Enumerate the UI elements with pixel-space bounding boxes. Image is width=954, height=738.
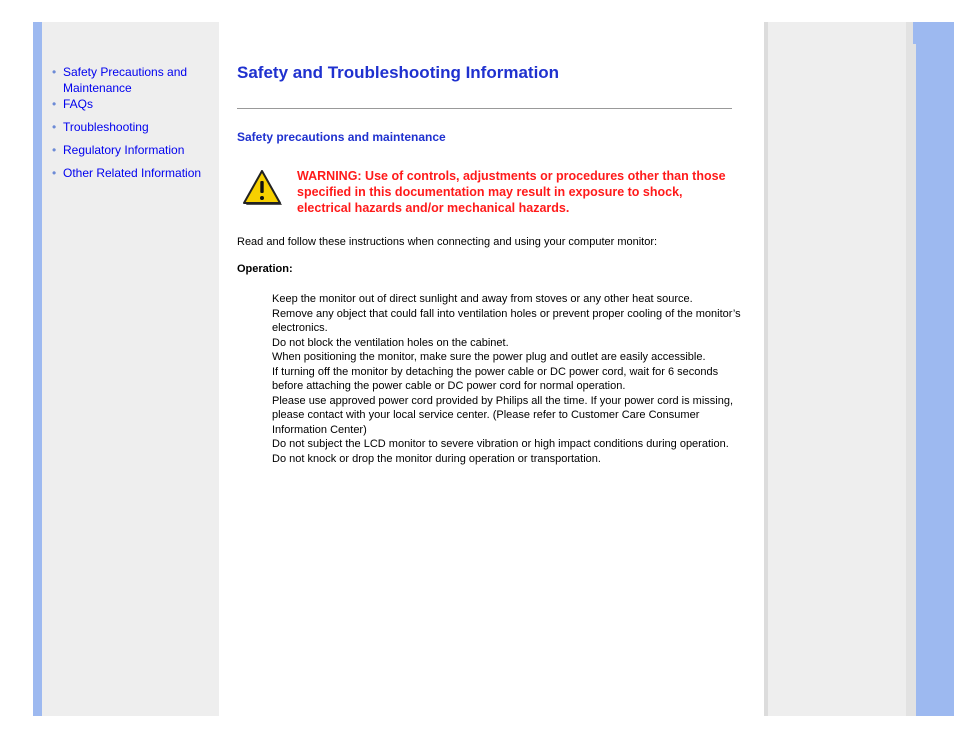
main-content (219, 22, 764, 716)
operation-heading: Operation: (237, 263, 293, 275)
operation-item: If turning off the monitor by detaching the power cable or DC power cord, wait for 6 seconds before attaching the power cable or DC power cord for normal operation. (272, 365, 719, 392)
operation-item: Do not subject the LCD monitor to severe vibration or high impact conditions during operation. (272, 438, 729, 450)
sidebar-item-faqs[interactable] (52, 96, 212, 112)
operation-item: Please use approved power cord provided by Philips all the time. If your power cord is missing, please contact with your local service center. (Please refer to Customer Care Consumer Information Center) (272, 394, 734, 436)
warning-triangle-icon (241, 170, 285, 208)
bullet-icon: • (52, 143, 57, 157)
bullet-icon: • (52, 120, 57, 134)
left-accent-stripe (33, 22, 42, 716)
sidebar-item-label[interactable]: Troubleshooting (63, 120, 149, 134)
operation-list (272, 292, 747, 466)
bullet-icon: • (52, 97, 57, 111)
operation-item: Keep the monitor out of direct sunlight and away from stoves or any other heat source. (272, 293, 693, 305)
operation-item: When positioning the monitor, make sure the power plug and outlet are easily accessible. (272, 351, 706, 363)
divider (237, 108, 732, 109)
section-title: Safety precautions and maintenance (237, 130, 446, 144)
right-divider (906, 22, 916, 716)
operation-item: Remove any object that could fall into ventilation holes or prevent proper cooling of the monitor’s electronics. (272, 307, 741, 334)
sidebar-item-label[interactable]: Other Related Information (63, 166, 202, 180)
page-title: Safety and Troubleshooting Information (237, 63, 560, 82)
sidebar-item-label[interactable]: FAQs (63, 97, 94, 111)
sidebar-item-troubleshooting[interactable] (52, 119, 212, 135)
sidebar (42, 22, 219, 716)
sidebar-item-label[interactable]: Safety Precautions and Maintenance (63, 65, 188, 95)
right-accent-bar (916, 22, 954, 716)
sidebar-item-label[interactable]: Regulatory Information (63, 143, 185, 157)
operation-item: Do not knock or drop the monitor during operation or transportation. (272, 452, 601, 465)
sidebar-item-other-info[interactable] (52, 165, 212, 181)
bullet-icon: • (52, 166, 57, 180)
warning-text: WARNING: Use of controls, adjustments or procedures other than those specified in this documentation may result in exposure to shock, electrical hazards and/or mechanical hazards. (297, 169, 726, 215)
intro-text: Read and follow these instructions when connecting and using your computer monitor: (237, 236, 658, 248)
sidebar-item-safety[interactable] (52, 64, 212, 96)
sidebar-nav (52, 64, 212, 181)
sidebar-item-regulatory[interactable] (52, 142, 212, 158)
bullet-icon: • (52, 65, 57, 79)
operation-item: Do not block the ventilation holes on the cabinet. (272, 336, 509, 349)
right-panel (768, 22, 906, 716)
